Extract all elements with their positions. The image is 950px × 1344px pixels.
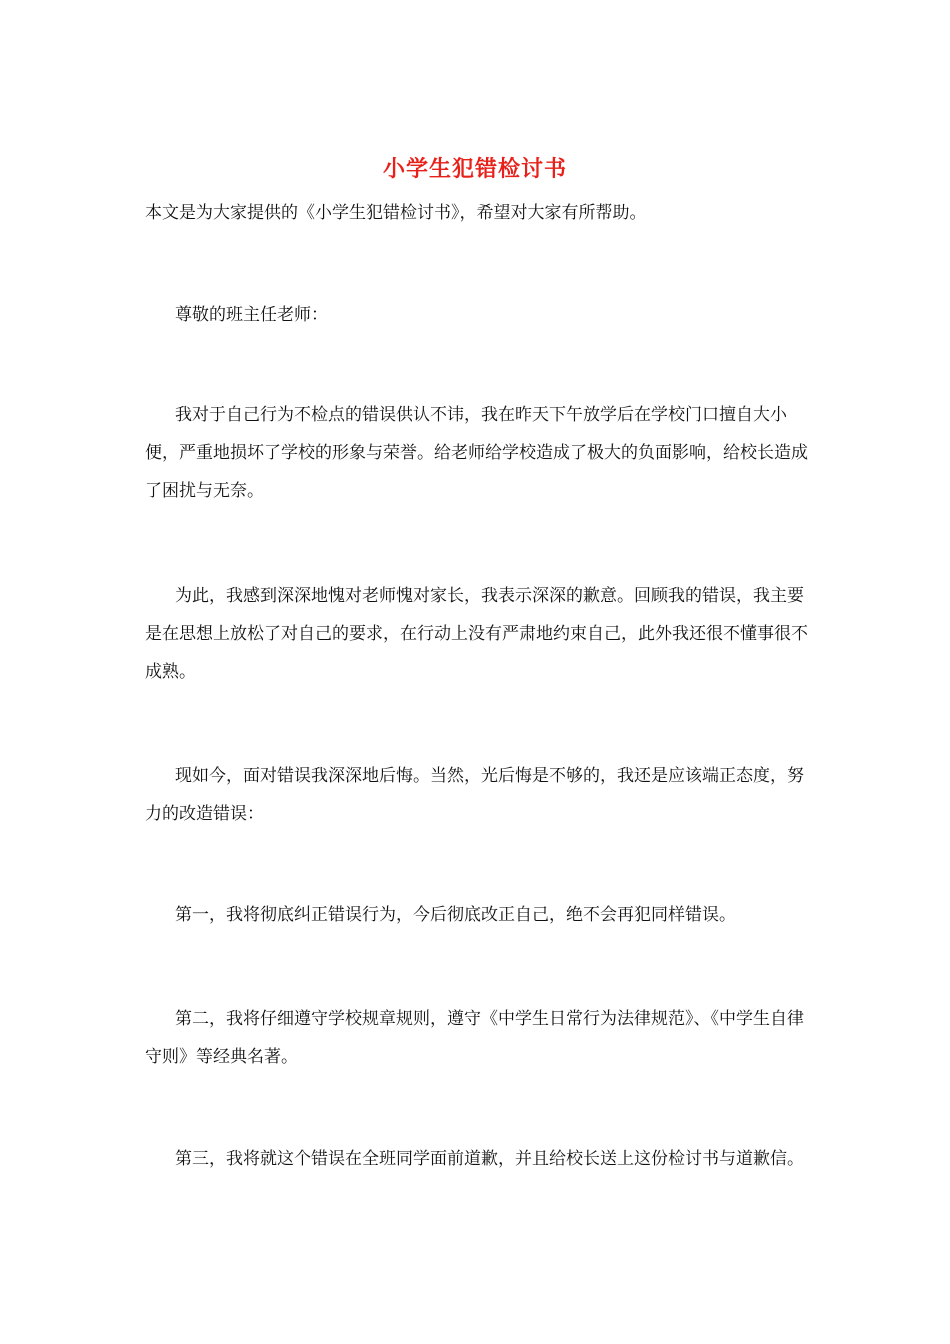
paragraph-1: 我对于自己行为不检点的错误供认不讳，我在昨天下午放学后在学校门口擅自大小便，严重地损坏了学校的形象与荣誉。给老师给学校造成了极大的负面影响，给校长造成了困扰与无奈。 — [145, 405, 808, 501]
paragraph-6: 第三，我将就这个错误在全班同学面前道歉，并且给校长送上这份检讨书与道歉信。 — [175, 1149, 804, 1169]
paragraph-5: 第二，我将仔细遵守学校规章规则，遵守《中学生日常行为法律规范》、《中学生自律守则》等经典名著。 — [145, 1009, 804, 1067]
paragraph-4: 第一，我将彻底纠正错误行为，今后彻底改正自己，绝不会再犯同样错误。 — [175, 905, 736, 925]
paragraph-3: 现如今，面对错误我深深地后悔。当然，光后悔是不够的，我还是应该端正态度，努力的改造错误： — [145, 766, 804, 824]
salutation: 尊敬的班主任老师： — [175, 305, 328, 325]
document-title: 小学生犯错检讨书 — [382, 156, 567, 182]
paragraph-2: 为此，我感到深深地愧对老师愧对家长，我表示深深的歉意。回顾我的错误，我主要是在思想上放松了对自己的要求，在行动上没有严肃地约束自己，此外我还很不懂事很不成熟。 — [145, 586, 808, 682]
intro-text: 本文是为大家提供的《小学生犯错检讨书》，希望对大家有所帮助。 — [145, 203, 647, 223]
